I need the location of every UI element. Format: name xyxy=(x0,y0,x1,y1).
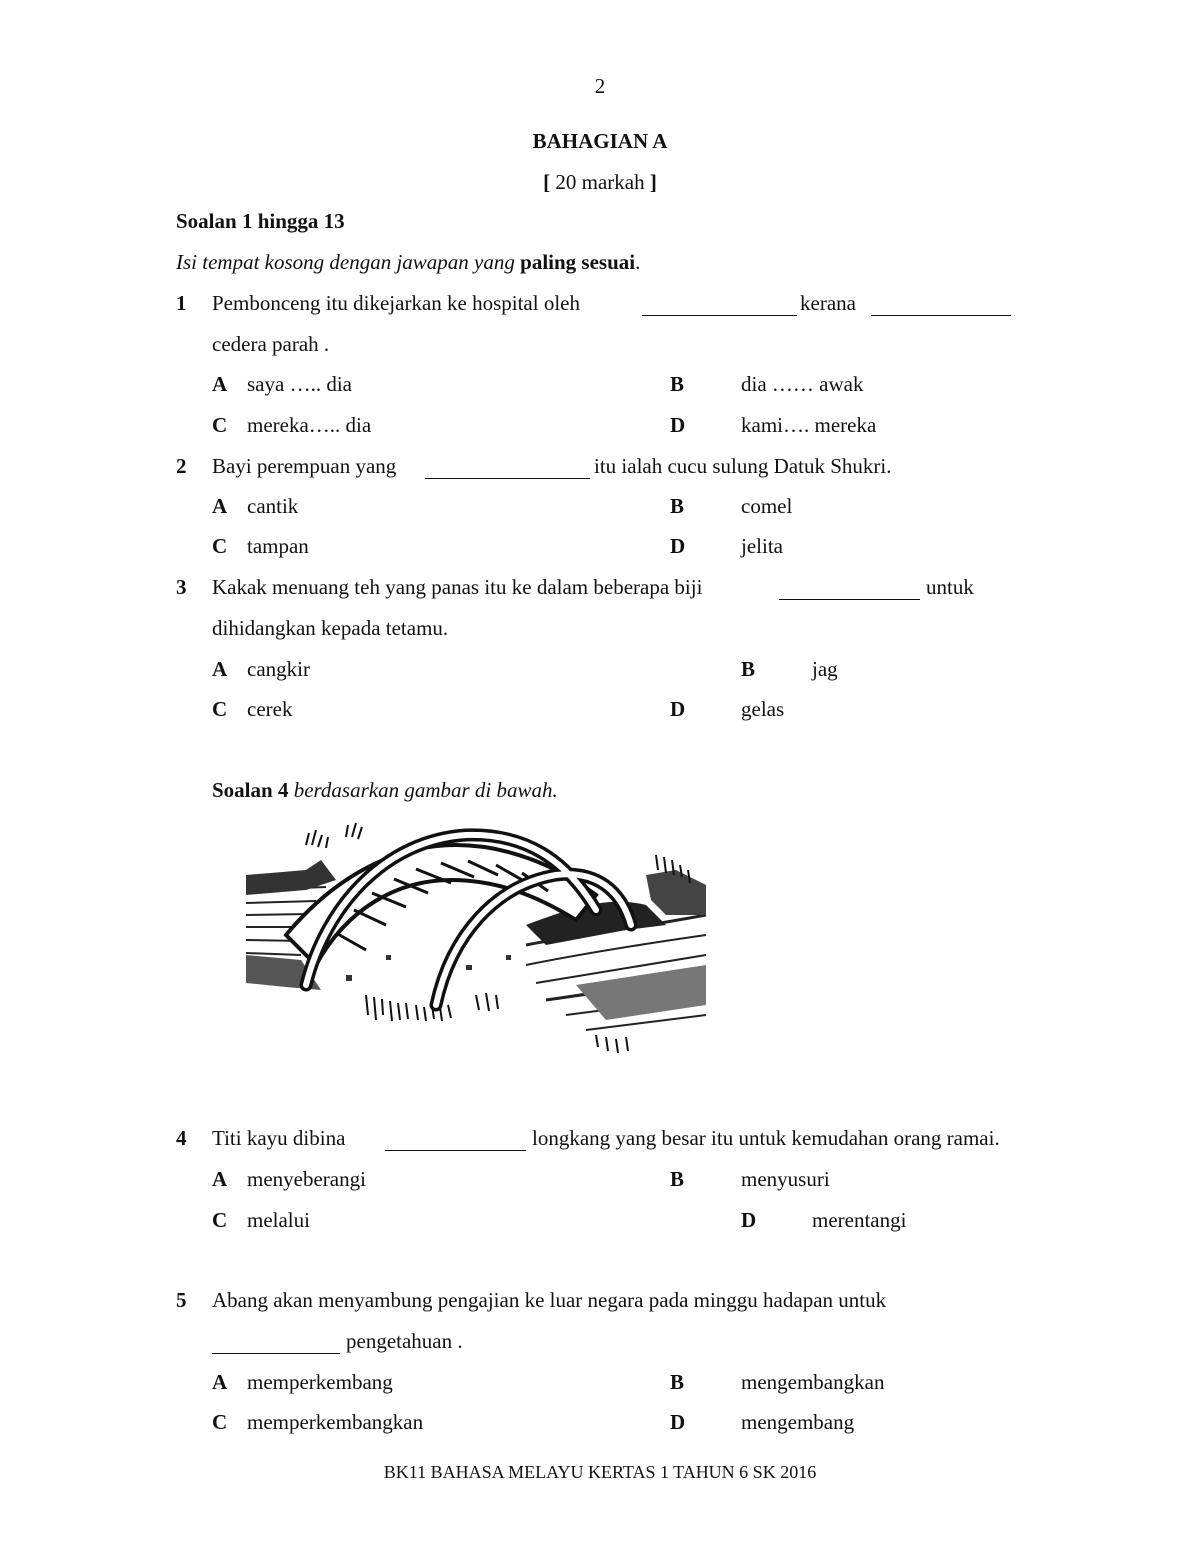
question-3-number: 3 xyxy=(176,575,187,599)
q5-option-b-letter: B xyxy=(670,1370,685,1394)
q3-option-a-text: cangkir xyxy=(247,657,310,681)
q4-option-c-letter: C xyxy=(212,1208,228,1232)
question-5-text: Abang akan menyambung pengajian ke luar negara pada minggu hadapan untuk xyxy=(212,1288,887,1312)
q1-option-a-text: saya ….. dia xyxy=(247,372,352,396)
instruction-italic: Isi tempat kosong dengan jawapan yang xyxy=(176,250,521,274)
question-3-blank xyxy=(779,597,920,600)
question-5-text-cont: pengetahuan . xyxy=(346,1329,463,1353)
question-3-text-cont: dihidangkan kepada tetamu. xyxy=(212,616,449,640)
question-4-text-end: longkang yang besar itu untuk kemudahan orang ramai. xyxy=(532,1126,1000,1150)
q2-option-d-text: jelita xyxy=(741,534,783,558)
q4-option-d-text: merentangi xyxy=(812,1208,907,1232)
q4-option-b-text: menyusuri xyxy=(741,1167,830,1191)
q1-option-c-text: mereka….. dia xyxy=(247,413,372,437)
question-2-text-end: itu ialah cucu sulung Datuk Shukri. xyxy=(594,454,892,478)
q5-option-c-text: memperkembangkan xyxy=(247,1410,424,1434)
q1-option-b-text: dia …… awak xyxy=(741,372,864,396)
picture-caption xyxy=(212,780,558,801)
picture-caption-italic: berdasarkan gambar di bawah. xyxy=(288,778,558,802)
q2-option-d-letter: D xyxy=(670,534,686,558)
page-number: 2 xyxy=(594,74,606,98)
question-3-text: Kakak menuang teh yang panas itu ke dalam beberapa biji xyxy=(212,575,703,599)
question-3-text-mid: untuk xyxy=(926,575,974,599)
instruction-bold: paling sesuai xyxy=(520,250,636,274)
question-1-text-cont: cedera parah . xyxy=(212,332,330,356)
bridge-illustration xyxy=(246,815,706,1070)
question-4-blank xyxy=(385,1148,526,1151)
instruction xyxy=(176,252,640,273)
q3-option-b-letter: B xyxy=(741,657,756,681)
question-1-blank-1 xyxy=(642,313,797,316)
q4-option-b-letter: B xyxy=(670,1167,685,1191)
question-2-number: 2 xyxy=(176,454,187,478)
q5-option-b-text: mengembangkan xyxy=(741,1370,885,1394)
q1-option-c-letter: C xyxy=(212,413,228,437)
question-5-number: 5 xyxy=(176,1288,187,1312)
q2-option-a-letter: A xyxy=(212,494,228,518)
q3-option-b-text: jag xyxy=(812,657,838,681)
q2-option-b-text: comel xyxy=(741,494,793,518)
question-2-blank xyxy=(425,476,590,479)
marks-text: 20 markah xyxy=(550,170,650,194)
marks-close-bracket: ] xyxy=(649,170,657,194)
q3-option-c-text: cerek xyxy=(247,697,293,721)
q3-option-d-text: gelas xyxy=(741,697,785,721)
q4-option-a-letter: A xyxy=(212,1167,228,1191)
q5-option-a-text: memperkembang xyxy=(247,1370,393,1394)
q5-option-d-text: mengembang xyxy=(741,1410,855,1434)
q4-option-c-text: melalui xyxy=(247,1208,310,1232)
q1-option-d-letter: D xyxy=(670,413,686,437)
question-1-blank-2 xyxy=(871,313,1011,316)
question-1-text: Pembonceng itu dikejarkan ke hospital oleh xyxy=(212,291,580,315)
marks-open-bracket: [ xyxy=(543,170,551,194)
q1-option-b-letter: B xyxy=(670,372,685,396)
q5-option-d-letter: D xyxy=(670,1410,686,1434)
q3-option-d-letter: D xyxy=(670,697,686,721)
q2-option-c-text: tampan xyxy=(247,534,309,558)
q1-option-a-letter: A xyxy=(212,372,228,396)
page-footer: BK11 BAHASA MELAYU KERTAS 1 TAHUN 6 SK 2016 xyxy=(383,1462,817,1482)
question-4-number: 4 xyxy=(176,1126,187,1150)
q5-option-a-letter: A xyxy=(212,1370,228,1394)
question-5-blank xyxy=(212,1351,340,1354)
q1-option-d-text: kami…. mereka xyxy=(741,413,877,437)
question-1-text-mid: kerana xyxy=(800,291,856,315)
q3-option-c-letter: C xyxy=(212,697,228,721)
q4-option-d-letter: D xyxy=(741,1208,757,1232)
question-2-text: Bayi perempuan yang xyxy=(212,454,397,478)
instruction-end: . xyxy=(635,250,641,274)
q5-option-c-letter: C xyxy=(212,1410,228,1434)
question-4-text: Titi kayu dibina xyxy=(212,1126,346,1150)
question-1-number: 1 xyxy=(176,291,187,315)
questions-range: Soalan 1 hingga 13 xyxy=(176,209,345,233)
picture-caption-bold: Soalan 4 xyxy=(212,778,289,802)
q2-option-a-text: cantik xyxy=(247,494,299,518)
q2-option-b-letter: B xyxy=(670,494,685,518)
q4-option-a-text: menyeberangi xyxy=(247,1167,366,1191)
q3-option-a-letter: A xyxy=(212,657,228,681)
section-title: BAHAGIAN A xyxy=(532,129,668,153)
section-marks xyxy=(0,172,1200,193)
q2-option-c-letter: C xyxy=(212,534,228,558)
